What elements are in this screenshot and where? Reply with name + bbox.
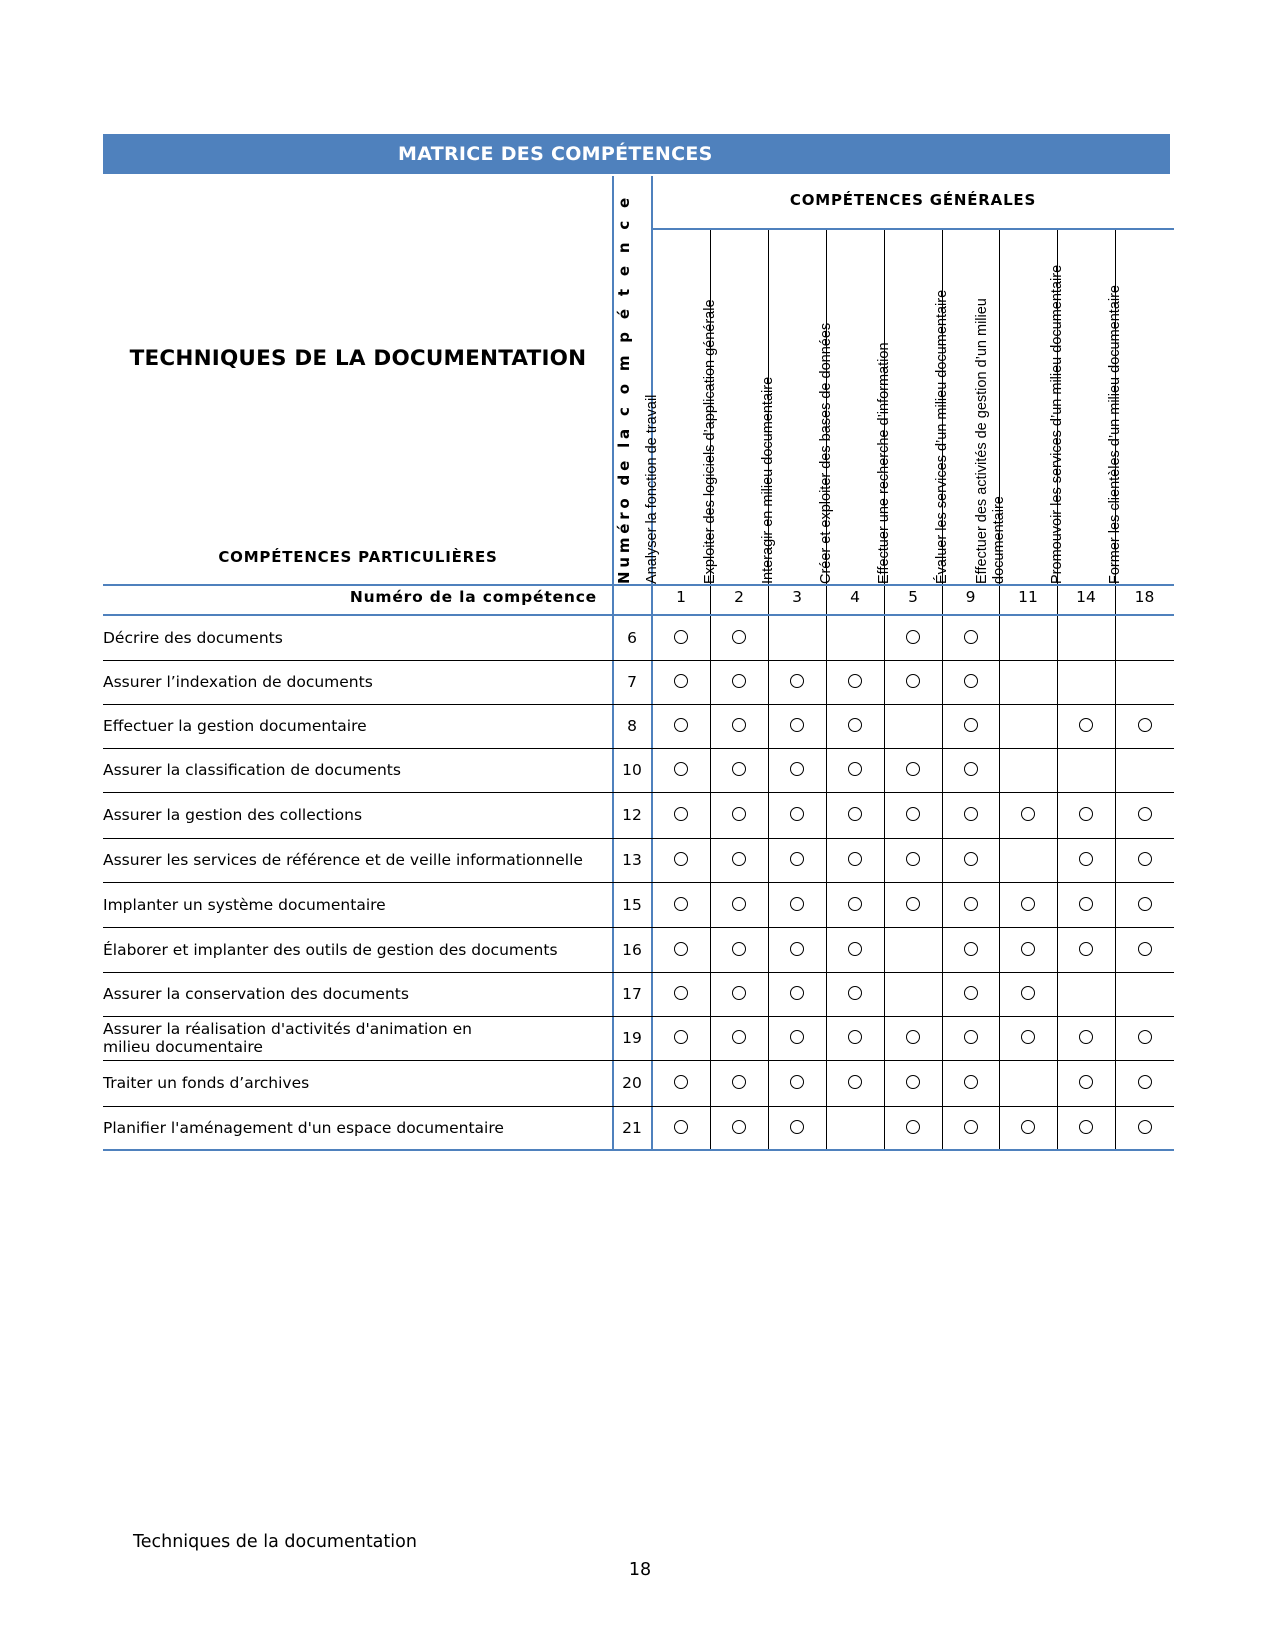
matrix-circle-mark	[790, 942, 804, 956]
general-competency-label: Évaluer les services d’un milieu documentaire	[934, 289, 950, 584]
matrix-circle-mark	[732, 1120, 746, 1134]
particular-competency-label: Assurer la conservation des documents	[103, 985, 409, 1003]
matrix-circle-mark	[964, 674, 978, 688]
matrix-circle-mark	[1138, 807, 1152, 821]
page-number: 18	[628, 1560, 652, 1580]
matrix-circle-mark	[1079, 1075, 1093, 1089]
general-competency-number: 11	[1018, 588, 1038, 606]
general-competency-label: Former les clientèles d’un milieu documentaire	[1107, 285, 1123, 584]
general-competency-number: 9	[965, 588, 976, 606]
matrix-circle-mark	[1021, 897, 1035, 911]
matrix-circle-mark	[1021, 1030, 1035, 1044]
number-column-header-text: Numéro de la c o m p é t e n c e	[615, 193, 633, 584]
particular-competency-label: Planifier l'aménagement d'un espace documentaire	[103, 1119, 504, 1137]
matrix-circle-mark	[732, 942, 746, 956]
matrix-circle-mark	[1079, 718, 1093, 732]
matrix-circle-mark	[1138, 897, 1152, 911]
matrix-circle-mark	[1138, 852, 1152, 866]
matrix-circle-mark	[790, 1075, 804, 1089]
general-competency-number: 18	[1134, 588, 1155, 606]
matrix-circle-mark	[674, 762, 688, 776]
particular-competency-label: Assurer la réalisation d'activités d'animation en milieu documentaire	[103, 1020, 472, 1056]
program-title: TECHNIQUES DE LA DOCUMENTATION	[129, 346, 587, 371]
matrix-circle-mark	[732, 762, 746, 776]
matrix-circle-mark	[674, 630, 688, 644]
row-divider	[103, 927, 1174, 928]
particular-competency-number: 12	[622, 806, 642, 824]
matrix-circle-mark	[790, 1030, 804, 1044]
matrix-circle-mark	[964, 897, 978, 911]
particular-competency-number: 20	[622, 1074, 642, 1092]
general-competency-number: 3	[792, 588, 802, 606]
particular-competency-label: Implanter un système documentaire	[103, 895, 386, 914]
matrix-circle-mark	[848, 1075, 862, 1089]
matrix-circle-mark	[790, 807, 804, 821]
divider-label-number	[612, 176, 614, 1151]
number-row-rule	[103, 614, 1174, 616]
matrix-circle-mark	[906, 762, 920, 776]
general-competency-label: Promouvoir les services d’un milieu documentaire	[1049, 264, 1065, 584]
particular-competency-label: Décrire des documents	[103, 628, 283, 647]
matrix-circle-mark	[964, 718, 978, 732]
matrix-circle-mark	[674, 942, 688, 956]
matrix-circle-mark	[674, 1120, 688, 1134]
matrix-circle-mark	[1138, 718, 1152, 732]
row-divider	[103, 704, 1174, 705]
matrix-banner	[103, 134, 1170, 174]
matrix-circle-mark	[732, 1075, 746, 1089]
matrix-circle-mark	[732, 852, 746, 866]
matrix-circle-mark	[1079, 1120, 1093, 1134]
matrix-circle-mark	[1079, 807, 1093, 821]
matrix-circle-mark	[1138, 1030, 1152, 1044]
matrix-circle-mark	[1021, 1120, 1035, 1134]
general-competency-number: 1	[676, 588, 686, 606]
particular-competency-number: 6	[627, 628, 637, 647]
general-competency-number: 4	[850, 588, 860, 606]
matrix-circle-mark	[790, 1120, 804, 1134]
general-competency-label: Effectuer une recherche d’information	[876, 342, 892, 584]
row-divider	[103, 1016, 1174, 1017]
matrix-circle-mark	[1021, 942, 1035, 956]
general-competency-label: Effectuer des activités de gestion d’un milieu documentaire	[974, 298, 1007, 584]
matrix-circle-mark	[674, 807, 688, 821]
row-divider	[103, 882, 1174, 883]
matrix-circle-mark	[906, 897, 920, 911]
matrix-circle-mark	[964, 630, 978, 644]
particular-competency-number: 7	[627, 673, 637, 691]
matrix-circle-mark	[732, 674, 746, 688]
general-header-underline	[652, 228, 1174, 230]
particular-competency-label: Assurer les services de référence et de veille informationnelle	[103, 851, 583, 869]
matrix-circle-mark	[1079, 852, 1093, 866]
general-competency-label: Créer et exploiter des bases de données	[818, 322, 834, 584]
matrix-circle-mark	[790, 897, 804, 911]
matrix-circle-mark	[732, 718, 746, 732]
number-row-label: Numéro de la compétence	[349, 588, 597, 606]
matrix-circle-mark	[906, 807, 920, 821]
particular-competency-number: 19	[622, 1029, 642, 1047]
matrix-circle-mark	[964, 986, 978, 1000]
particular-competencies-header: COMPÉTENCES PARTICULIÈRES	[218, 548, 498, 566]
matrix-circle-mark	[732, 807, 746, 821]
particular-competency-label: Assurer la classification de documents	[103, 761, 401, 779]
matrix-circle-mark	[1138, 1120, 1152, 1134]
matrix-circle-mark	[1021, 807, 1035, 821]
particular-competency-number: 10	[622, 761, 642, 779]
matrix-circle-mark	[848, 897, 862, 911]
matrix-circle-mark	[790, 986, 804, 1000]
particular-competency-number: 16	[622, 940, 642, 959]
matrix-circle-mark	[1079, 897, 1093, 911]
matrix-circle-mark	[1138, 1075, 1152, 1089]
matrix-circle-mark	[964, 1030, 978, 1044]
matrix-circle-mark	[1079, 1030, 1093, 1044]
matrix-circle-mark	[674, 1030, 688, 1044]
matrix-circle-mark	[732, 1030, 746, 1044]
particular-competency-number: 15	[622, 895, 642, 914]
matrix-circle-mark	[964, 762, 978, 776]
matrix-circle-mark	[790, 852, 804, 866]
matrix-circle-mark	[848, 986, 862, 1000]
general-competency-label: Interagir en milieu documentaire	[760, 376, 776, 584]
matrix-circle-mark	[790, 674, 804, 688]
particular-competency-number: 13	[622, 851, 642, 869]
matrix-circle-mark	[964, 1120, 978, 1134]
matrix-circle-mark	[732, 986, 746, 1000]
general-competency-label: Analyser la fonction de travail	[644, 394, 660, 584]
matrix-circle-mark	[674, 897, 688, 911]
matrix-circle-mark	[906, 630, 920, 644]
matrix-circle-mark	[906, 852, 920, 866]
row-divider	[103, 972, 1174, 973]
footer-title: Techniques de la documentation	[133, 1532, 417, 1552]
row-divider	[103, 792, 1174, 793]
matrix-circle-mark	[732, 897, 746, 911]
matrix-circle-mark	[964, 1075, 978, 1089]
header-bottom-rule	[103, 584, 1174, 586]
particular-competency-number: 8	[627, 717, 637, 735]
row-divider	[103, 660, 1174, 661]
matrix-circle-mark	[674, 986, 688, 1000]
row-divider	[103, 748, 1174, 749]
matrix-circle-mark	[964, 852, 978, 866]
matrix-circle-mark	[848, 807, 862, 821]
row-divider	[103, 1060, 1174, 1061]
row-divider	[103, 838, 1174, 839]
particular-competency-label: Assurer la gestion des collections	[103, 806, 363, 824]
banner-title: MATRICE DES COMPÉTENCES	[398, 143, 713, 165]
matrix-circle-mark	[964, 807, 978, 821]
particular-competency-label: Élaborer et implanter des outils de gestion des documents	[103, 940, 558, 959]
matrix-circle-mark	[906, 1030, 920, 1044]
particular-competency-label: Effectuer la gestion documentaire	[103, 717, 367, 735]
matrix-circle-mark	[732, 630, 746, 644]
table-bottom-rule	[103, 1149, 1174, 1151]
matrix-circle-mark	[848, 1030, 862, 1044]
matrix-circle-mark	[1138, 942, 1152, 956]
general-competency-label: Exploiter des logiciels d’application générale	[702, 299, 718, 584]
matrix-circle-mark	[790, 718, 804, 732]
general-competency-number: 2	[734, 588, 744, 606]
matrix-circle-mark	[674, 1075, 688, 1089]
matrix-circle-mark	[906, 1120, 920, 1134]
matrix-circle-mark	[674, 674, 688, 688]
particular-competency-number: 17	[622, 985, 642, 1003]
matrix-circle-mark	[848, 762, 862, 776]
particular-competency-label: Traiter un fonds d’archives	[103, 1074, 310, 1092]
general-competency-number: 5	[908, 588, 918, 606]
matrix-circle-mark	[848, 942, 862, 956]
matrix-circle-mark	[790, 762, 804, 776]
matrix-circle-mark	[906, 1075, 920, 1089]
particular-competency-label: Assurer l’indexation de documents	[103, 673, 373, 691]
row-divider	[103, 1106, 1174, 1107]
matrix-circle-mark	[1021, 986, 1035, 1000]
matrix-circle-mark	[1079, 942, 1093, 956]
matrix-circle-mark	[674, 718, 688, 732]
matrix-circle-mark	[848, 674, 862, 688]
matrix-circle-mark	[906, 674, 920, 688]
matrix-circle-mark	[848, 718, 862, 732]
general-competencies-header: COMPÉTENCES GÉNÉRALES	[789, 191, 1037, 209]
general-competency-number: 14	[1076, 588, 1096, 606]
particular-competency-number: 21	[622, 1119, 642, 1137]
matrix-circle-mark	[964, 942, 978, 956]
matrix-circle-mark	[848, 852, 862, 866]
matrix-circle-mark	[674, 852, 688, 866]
